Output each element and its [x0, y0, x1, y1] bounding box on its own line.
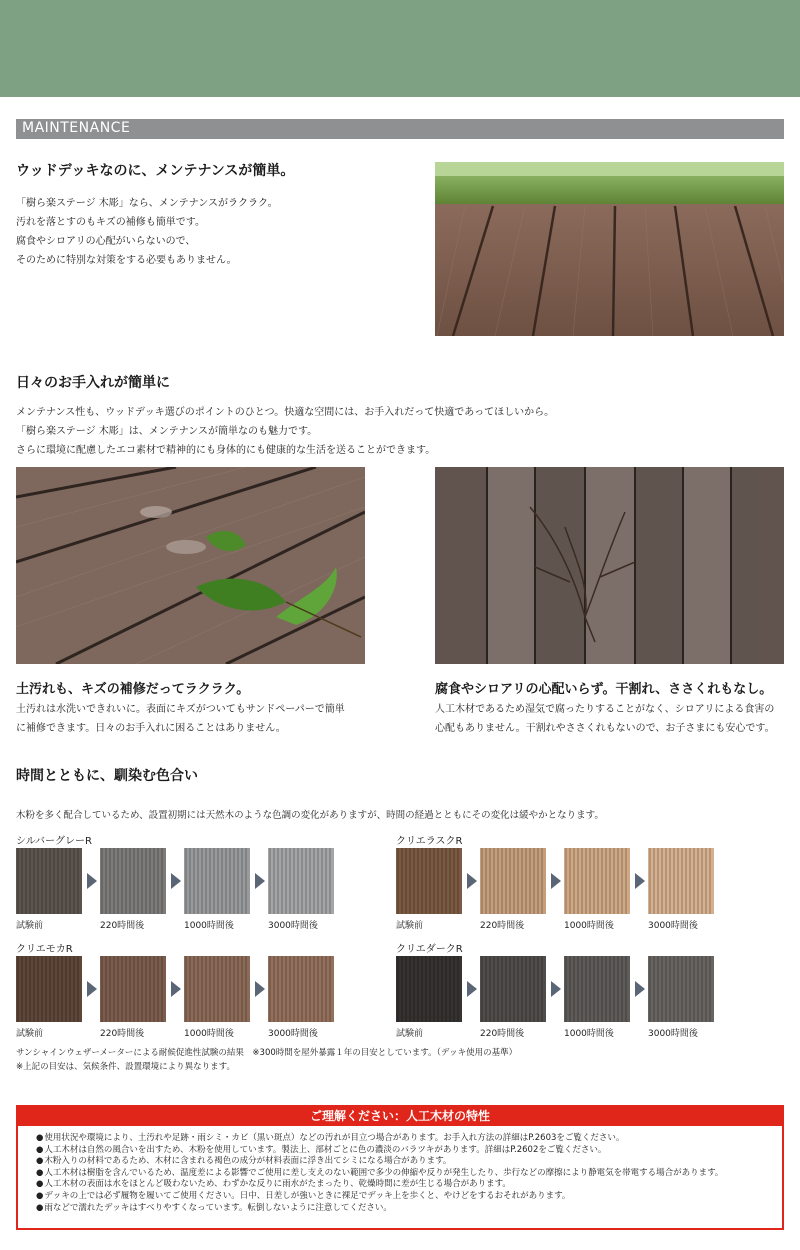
deck-branch-photo — [435, 467, 784, 664]
color-swatch — [16, 848, 82, 914]
color-swatch — [184, 956, 250, 1022]
swatch-stage-label: 3000時間後 — [648, 1029, 698, 1039]
swatch-stage-label: 試験前 — [16, 1029, 44, 1039]
feature-left-heading: 土汚れも、キズの補修だってラクラク。 — [16, 682, 250, 697]
feature-left-text — [16, 700, 345, 738]
color-swatch — [564, 956, 630, 1022]
swatch-stage-label: 220時間後 — [480, 921, 525, 931]
notice-item: ● 使用状況や環境により、土汚れや足跡・雨シミ・カビ（黒い斑点）などの汚れが目立つ場合があります。お手入れ方法の詳細はP.2603をご覧ください。 — [36, 1133, 723, 1145]
color-swatch — [396, 848, 462, 914]
color-swatch — [648, 848, 714, 914]
color-swatch — [184, 848, 250, 914]
swatch-stage-label: 試験前 — [396, 1029, 424, 1039]
arrow-right-icon — [635, 873, 645, 889]
color-swatch — [100, 956, 166, 1022]
section-header — [16, 119, 784, 139]
section-title: MAINTENANCE — [22, 120, 131, 136]
arrow-right-icon — [255, 981, 265, 997]
swatch-group-title: クリエモカR — [16, 944, 73, 955]
notice-box — [16, 1126, 784, 1230]
feature-left-line: 土汚れは水洗いできれいに。表面にキズがついてもサンドペーパーで簡単 — [16, 704, 345, 715]
arrow-right-icon — [635, 981, 645, 997]
color-swatch — [480, 848, 546, 914]
swatch-stage-label: 1000時間後 — [564, 921, 614, 931]
swatch-group-title: クリエダークR — [396, 944, 463, 955]
aging-heading: 時間とともに、馴染む色合い — [16, 768, 198, 784]
swatch-stage-label: 試験前 — [396, 921, 424, 931]
swatch-group-title: シルバーグレーR — [16, 836, 92, 847]
feature-right-line: 心配もありません。干割れやささくれもないので、お子さまにも安心です。 — [435, 723, 775, 734]
color-swatch — [100, 848, 166, 914]
intro-line: 「樹ら楽ステージ 木彫」なら、メンテナンスがラクラク。 — [16, 198, 278, 209]
swatch-group-title: クリエラスクR — [396, 836, 463, 847]
swatch-stage-label: 3000時間後 — [268, 921, 318, 931]
feature-left-line: に補修できます。日々のお手入れに困ることはありません。 — [16, 723, 286, 734]
notice-item: ● 人工木材の表面は水をほとんど吸わないため、わずかな反りに雨水がたまったり、乾燥時間に差が生じる場合があります。 — [36, 1179, 723, 1191]
top-banner — [0, 0, 800, 97]
arrow-right-icon — [87, 873, 97, 889]
notice-item: ● 雨などで濡れたデッキはすべりやすくなっています。転倒しないように注意してください。 — [36, 1203, 723, 1215]
color-swatch — [268, 956, 334, 1022]
notice-item: ● 人工木材は自然の風合いを出すため、木粉を使用しています。製法上、部材ごとに色の濃淡のバラツキがあります。詳細はP.2602をご覧ください。 — [36, 1145, 723, 1157]
color-swatch — [16, 956, 82, 1022]
deck-grass-photo — [435, 162, 784, 336]
daily-line: さらに環境に配慮したエコ素材で精神的にも身体的にも健康的な生活を送ることができます。 — [16, 445, 436, 456]
notice-header — [16, 1105, 784, 1126]
notice-item: ● 人工木材は樹脂を含んでいるため、温度差による影響でご使用に差し支えのない範囲で多少の伸縮や反りが発生したり、歩行などの摩擦により静電気を帯電する場合があります。 — [36, 1168, 723, 1180]
intro-heading: ウッドデッキなのに、メンテナンスが簡単。 — [16, 163, 295, 179]
arrow-right-icon — [551, 873, 561, 889]
aging-note: ※上記の目安は、気候条件、設置環境により異なります。 — [16, 1062, 235, 1072]
intro-line: そのために特別な対策をする必要もありません。 — [16, 255, 237, 266]
swatch-stage-label: 3000時間後 — [268, 1029, 318, 1039]
notice-title: ご理解ください：人工木材の特性 — [309, 1109, 490, 1123]
feature-right-text — [435, 700, 775, 738]
notice-list — [36, 1133, 723, 1214]
notice-item: ● デッキの上では必ず履物を履いてご使用ください。日中、日差しが強いときに裸足でデッキ上を歩くと、やけどをするおそれがあります。 — [36, 1191, 723, 1203]
intro-line: 汚れを落とすのもキズの補修も簡単です。 — [16, 217, 205, 228]
intro-text — [16, 194, 278, 270]
swatch-stage-label: 1000時間後 — [184, 1029, 234, 1039]
arrow-right-icon — [551, 981, 561, 997]
color-swatch — [480, 956, 546, 1022]
aging-note: サンシャインウェザーメーターによる耐候促進性試験の結果 ※300時間を屋外暴露１年の目安としています。（デッキ使用の基準） — [16, 1048, 518, 1058]
swatch-stage-label: 220時間後 — [480, 1029, 525, 1039]
swatch-stage-label: 1000時間後 — [184, 921, 234, 931]
swatch-stage-label: 試験前 — [16, 921, 44, 931]
feature-right-line: 人工木材であるため湿気で腐ったりすることがなく、シロアリによる食害の — [435, 704, 775, 715]
swatch-stage-label: 1000時間後 — [564, 1029, 614, 1039]
color-swatch — [648, 956, 714, 1022]
notice-item: ● 木粉入りの材料であるため、木材に含まれる褐色の成分が材料表面に浮き出てシミになる場合があります。 — [36, 1156, 723, 1168]
aging-description: 木粉を多く配合しているため、設置初期には天然木のような色調の変化がありますが、時間の経過とともにその変化は緩やかとなります。 — [16, 810, 604, 821]
arrow-right-icon — [467, 981, 477, 997]
intro-line: 腐食やシロアリの心配がいらないので、 — [16, 236, 196, 247]
color-swatch — [564, 848, 630, 914]
arrow-right-icon — [171, 873, 181, 889]
daily-heading: 日々のお手入れが簡単に — [16, 375, 170, 391]
arrow-right-icon — [467, 873, 477, 889]
daily-line: 「樹ら楽ステージ 木彫」は、メンテナンスが簡単なのも魅力です。 — [16, 426, 318, 437]
swatch-stage-label: 3000時間後 — [648, 921, 698, 931]
color-swatch — [396, 956, 462, 1022]
daily-line: メンテナンス性も、ウッドデッキ選びのポイントのひとつ。快適な空間には、お手入れだって快適であってほしいから。 — [16, 407, 555, 418]
deck-leaf-photo — [16, 467, 365, 664]
arrow-right-icon — [255, 873, 265, 889]
swatch-stage-label: 220時間後 — [100, 1029, 145, 1039]
arrow-right-icon — [171, 981, 181, 997]
color-swatch — [268, 848, 334, 914]
arrow-right-icon — [87, 981, 97, 997]
daily-text — [16, 403, 554, 460]
feature-right-heading: 腐食やシロアリの心配いらず。干割れ、ささくれもなし。 — [435, 682, 773, 697]
swatch-stage-label: 220時間後 — [100, 921, 145, 931]
